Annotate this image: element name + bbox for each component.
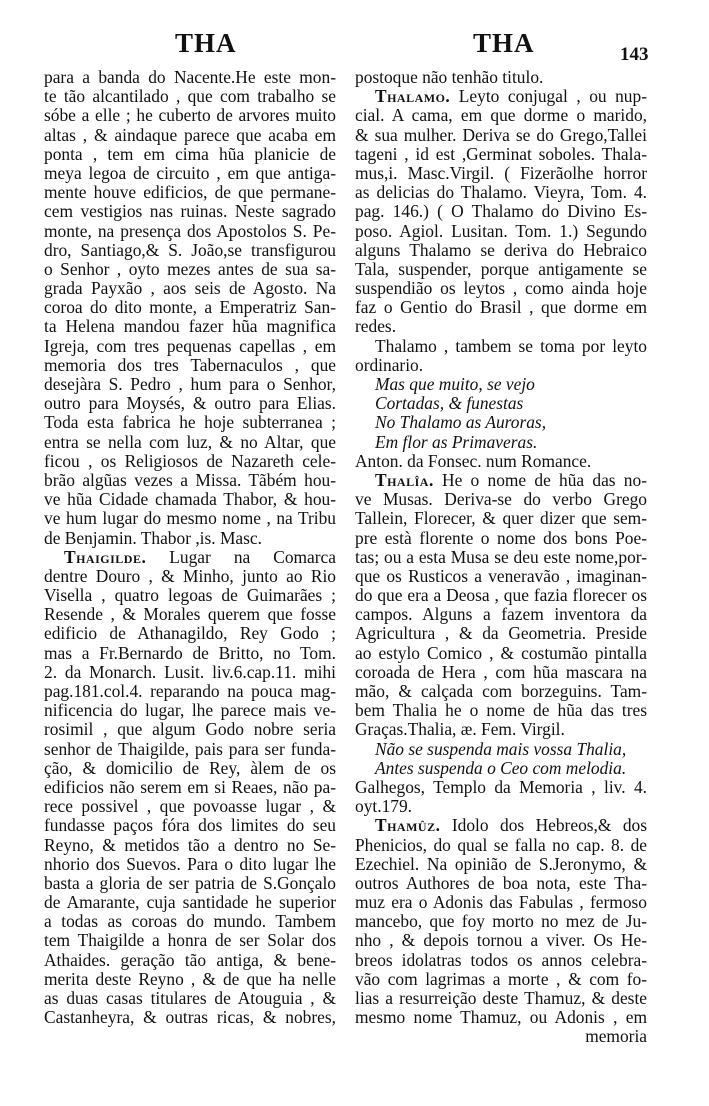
text-line: as duas casas titulares de Atouguia , & xyxy=(44,988,336,1008)
text-line: mancebo, que foy morto no mez de Ju- xyxy=(355,911,647,932)
text-line: Castanheyra, & outras ricas, & nobres, xyxy=(44,1007,336,1028)
text-line xyxy=(355,471,647,490)
text-line: Anton. da Fonsec. num Romance. xyxy=(355,450,592,471)
text-line: coroa do dito monte, a Emperatriz San- xyxy=(44,297,336,318)
text-line: bem Thalia he o nome de hũa das tres xyxy=(355,700,647,721)
text-line: 2. da Monarch. Lusit. liv.6.cap.11. mihi xyxy=(44,661,336,682)
text-line: postoque não tenhão titulo. xyxy=(355,67,544,87)
text-line: para a banda do Nacente.He este mon- xyxy=(44,67,336,87)
entry-headword: Thamûz. xyxy=(375,815,441,836)
text-line: edificios não serem em si Reaes, não pa- xyxy=(44,776,336,797)
entry-headword: Thaigilde. xyxy=(64,546,147,567)
text-run: Lugar na Comarca xyxy=(146,546,336,567)
text-line: rece possivel , que povoasse lugar , & xyxy=(44,796,336,817)
running-head-right: THA xyxy=(473,28,535,58)
text-line: a todas as coroas do mundo. Tambem xyxy=(44,911,336,932)
text-line: desejàra S. Pedro , hum para o Senhor, xyxy=(44,374,336,394)
text-line: ção, & domicilio de Rey, àlem de os xyxy=(44,757,336,778)
text-line: redes. xyxy=(355,316,397,337)
text-line: brão algũas vezes a Missa. Tãbém hou- xyxy=(44,469,336,490)
text-line: ve hũa Cidade chamada Thabor, & hou- xyxy=(44,489,336,510)
text-line: Phenicios, do qual se falla no cap. 8. de xyxy=(355,834,647,855)
text-line: do que era a Deosa , que fazia florecer os xyxy=(355,585,647,606)
text-line: senhor de Thaigilde, pais para ser funda- xyxy=(44,738,336,759)
text-line: monte, na presença dos Apostolos S. Pe- xyxy=(44,220,336,241)
text-line: de Amarante, cuja santidade he superior xyxy=(44,892,336,913)
page-number: 143 xyxy=(620,44,649,65)
text-line: pre està florente o nome dos bons Poe- xyxy=(355,527,647,548)
text-line: memoria dos tres Tabernaculos , que xyxy=(44,354,336,375)
text-line: muz era o Adonis das Fabulas , fermoso xyxy=(355,892,647,913)
text-line: Thalamo , tambem se toma por leyto xyxy=(375,335,647,356)
text-line: Tala, suspender, porque antigamente se xyxy=(355,258,647,279)
text-line: que os Rusticos a veneravão , imaginan- xyxy=(355,565,647,586)
text-line: ponta , tem em cima hũa planicie de xyxy=(44,143,336,164)
text-line: pag. 146.) ( O Thalamo do Divino Es- xyxy=(355,201,647,222)
text-line: Reyno, & metidos tão a dentro no Se- xyxy=(44,834,336,855)
text-line: Galhegos, Templo da Memoria , liv. 4. xyxy=(355,776,647,797)
verse-line: Cortadas, & funestas xyxy=(375,393,524,414)
text-run: Idolo dos Hebreos,& dos xyxy=(440,815,647,836)
text-line: sóbe a elle ; he cuberto de arvores muito xyxy=(44,105,336,126)
text-line: ve Musas. Deriva-se do verbo Grego xyxy=(355,489,647,510)
verse-line: No Thalamo as Auroras, xyxy=(375,412,547,433)
text-line xyxy=(355,87,647,106)
text-line: nhorio dos Suevos. Para o dito lugar lhe xyxy=(44,853,336,874)
text-line: lias a resurreição deste Thamuz, & deste xyxy=(355,988,647,1008)
text-line: Resende , & Morales querem que fosse xyxy=(44,604,336,625)
text-line: entra se nella com luz, & no Altar, que xyxy=(44,431,336,452)
text-line: cem vestigios nas ruinas. Neste sagrado xyxy=(44,201,336,222)
text-line xyxy=(44,548,336,567)
text-line: fundasse paços fóra dos limites do seu xyxy=(44,815,336,836)
text-line: tem Thaigilde a honra de ser Solar dos xyxy=(44,930,336,951)
text-line: ao estylo Comico , & costumão pintalla xyxy=(355,642,647,663)
text-line: basta a gloria de ser patria de S.Gonçalo xyxy=(44,872,336,893)
text-line: poso. Agiol. Lusitan. Tom. 1.) Segundo xyxy=(355,220,647,241)
text-line: meya legoa de circuito , em que antiga- xyxy=(44,162,336,183)
text-line: de Benjamin. Thabor ,is. Masc. xyxy=(44,527,262,548)
text-line: Graças.Thalia, æ. Fem. Virgil. xyxy=(355,719,565,740)
verse-line: Mas que muito, se vejo xyxy=(375,374,535,394)
text-line: nificencia do lugar, lhe parece mais ve- xyxy=(44,700,336,721)
text-line: Toda esta fabrica he hoje subterranea ; xyxy=(44,412,336,433)
text-line: mus,i. Masc.Virgil. ( Fizerãolhe horror xyxy=(355,162,647,183)
text-line: pag.181.col.4. reparando na pouca mag- xyxy=(44,681,336,701)
text-line: Igreja, com tres pequenas capellas , em xyxy=(44,335,336,356)
right-column xyxy=(355,68,647,1047)
text-line: Athaides. geração tão antiga, & bene- xyxy=(44,949,336,970)
text-line: mesmo nome Thamuz, ou Adonis , em xyxy=(355,1007,647,1028)
text-line: nho , & depois tornou a viver. Os He- xyxy=(355,930,647,951)
left-column xyxy=(44,68,336,1027)
text-line: as delicias do Thalamo. Vieyra, Tom. 4. xyxy=(355,182,647,203)
text-line: breos idolatras todos os annos celebra- xyxy=(355,949,647,970)
text-line: Ezechiel. Na opinião de S.Jeronymo, & xyxy=(355,853,647,874)
text-run: He o nome de hũa das no- xyxy=(433,469,647,490)
text-line: te tão alcantilado , que com trabalho se xyxy=(44,86,336,107)
catchword: memoria xyxy=(585,1026,647,1047)
text-line: vão com lagrimas a morte , & com fo- xyxy=(355,968,647,989)
text-line: Visella , quatro legoas de Guimarães ; xyxy=(44,585,336,606)
text-line: ordinario. xyxy=(355,354,424,375)
entry-headword: Thalamo. xyxy=(375,86,451,107)
text-line: merita deste Reyno , & de que ha nelle xyxy=(44,968,336,989)
text-line: mão, & calçada com borzeguins. Tam- xyxy=(355,681,647,701)
entry-headword: Thalîa. xyxy=(375,469,434,490)
text-line: outros Authores de boa nota, este Tha- xyxy=(355,872,647,893)
text-line: ta Helena mandou fazer hũa magnifica xyxy=(44,316,336,337)
text-line: mente houve edificios, de que permane- xyxy=(44,182,336,203)
verse-line: Em flor as Primaveras. xyxy=(375,431,538,452)
text-line: outro para Moysés, & outro para Elias. xyxy=(44,393,336,414)
text-line: ve hum lugar do mesmo nome , na Tribu xyxy=(44,508,336,529)
text-run: Leyto conjugal , ou nup- xyxy=(450,86,647,107)
text-line: faz o Gentio do Brasil , que dorme em xyxy=(355,297,647,318)
text-line: tas; ou a esta Musa se deu este nome,por- xyxy=(355,546,647,567)
verse-line: Não se suspenda mais vossa Thalia, xyxy=(375,738,627,759)
running-head-left: THA xyxy=(175,28,237,58)
text-line: mas a Fr.Bernardo de Britto, no Tom. xyxy=(44,642,336,663)
text-line: & sua mulher. Deriva se do Grego,Tallei xyxy=(355,124,647,145)
text-line: altas , & aindaque parece que acaba em xyxy=(44,124,336,145)
text-line: rosimil , que algum Godo nobre seria xyxy=(44,719,336,740)
text-line: cial. A cama, em que dorme o marido, xyxy=(355,105,647,126)
text-line: dentre Douro , & Minho, junto ao Rio xyxy=(44,565,336,586)
text-line xyxy=(355,816,647,835)
text-line: campos. Alguns a fazem inventora da xyxy=(355,604,647,625)
text-line: ficou , os Religiosos de Nazareth cele- xyxy=(44,450,336,471)
text-line: dro, Santiago,& S. João,se transfigurou xyxy=(44,239,336,260)
text-line: suspendião os leytos , como ainda hoje xyxy=(355,278,647,299)
text-line: alguns Thalamo se deriva do Hebraico xyxy=(355,239,647,260)
verse-line: Antes suspenda o Ceo com melodia. xyxy=(375,757,627,778)
text-line: grada Payxão , aos seis de Agosto. Na xyxy=(44,278,336,299)
text-line: oyt.179. xyxy=(355,796,413,817)
text-line: Tallein, Florecer, & quer dizer que sem- xyxy=(355,508,647,529)
text-line: edificio de Athanagildo, Rey Godo ; xyxy=(44,623,336,644)
text-line: tageni , id est ,Germinat soboles. Thala- xyxy=(355,143,647,164)
text-line: coroada de Hera , com hũa mascara na xyxy=(355,661,647,682)
text-line: Agricultura , & da Geometria. Preside xyxy=(355,623,647,644)
text-line: o Senhor , oyto mezes antes de sua sa- xyxy=(44,258,336,279)
